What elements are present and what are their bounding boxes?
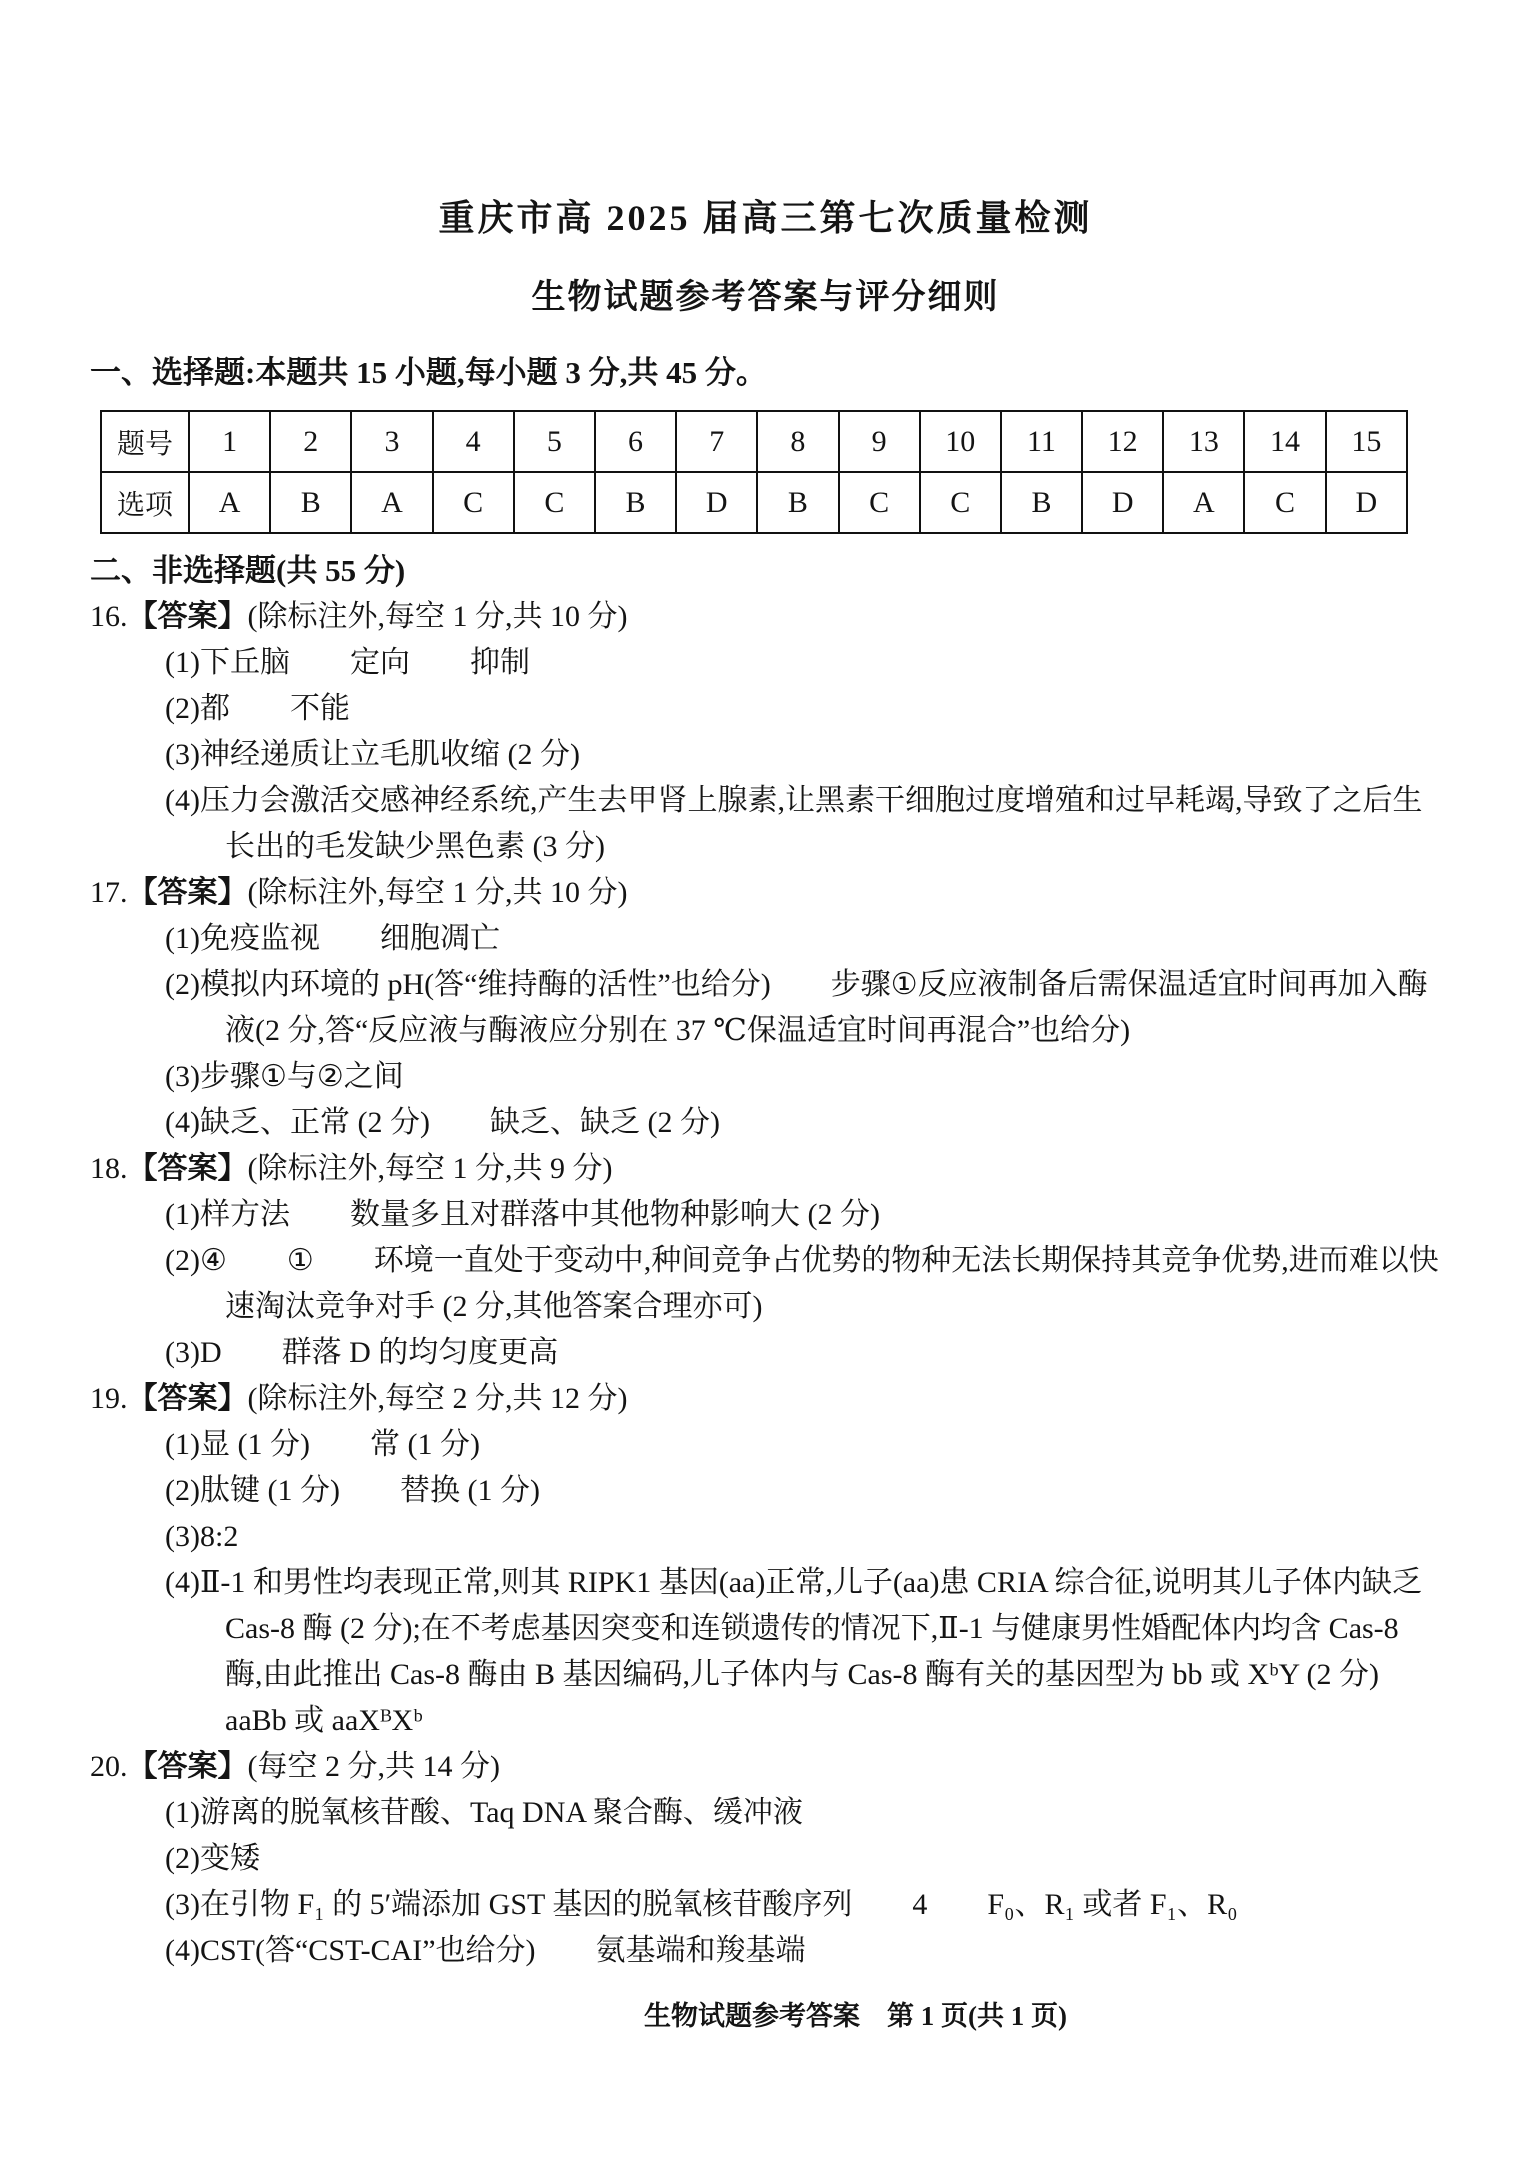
- answer-item-19-1: (1)显 (1 分) 常 (1 分): [165, 1428, 480, 1461]
- answer-item-17-1: (1)免疫监视 细胞凋亡: [165, 922, 500, 955]
- answer-item-17-3: (3)步骤①与②之间: [165, 1060, 404, 1093]
- answer-label: 【答案】: [127, 1382, 248, 1415]
- answer-option-cell: C: [1244, 472, 1325, 533]
- answer-item-20-4: (4)CST(答“CST-CAI”也给分) 氨基端和羧基端: [165, 1934, 806, 1967]
- question-17-number: 17.: [90, 876, 128, 909]
- answer-item-16-1: (1)下丘脑 定向 抑制: [165, 646, 530, 679]
- page-footer: 生物试题参考答案 第 1 页(共 1 页): [644, 2001, 1067, 2031]
- answer-option-cell: C: [839, 472, 920, 533]
- question-number-cell: 6: [595, 411, 676, 472]
- question-number-cell: 13: [1163, 411, 1244, 472]
- section-1-heading: 一、选择题:本题共 15 小题,每小题 3 分,共 45 分。: [90, 355, 767, 390]
- row-header-question-number: 题号: [101, 411, 189, 472]
- question-number-cell: 1: [189, 411, 270, 472]
- answer-item-18-1: (1)样方法 数量多且对群落中其他物种影响大 (2 分): [165, 1198, 880, 1231]
- answer-option-cell: B: [270, 472, 351, 533]
- question-19: [90, 1376, 1441, 1744]
- question-number-cell: 4: [433, 411, 514, 472]
- answer-option-cell: A: [1163, 472, 1244, 533]
- question-number-cell: 8: [757, 411, 838, 472]
- row-header-answer-option: 选项: [101, 472, 189, 533]
- question-number-cell: 12: [1082, 411, 1163, 472]
- answer-item-16-4: (4)压力会激活交感神经系统,产生去甲肾上腺素,让黑素干细胞过度增殖和过早耗竭,导致了之后生长出的毛发缺少黑色素 (3 分): [165, 784, 1423, 863]
- answer-item-16-3: (3)神经递质让立毛肌收缩 (2 分): [165, 738, 580, 771]
- answer-label: 【答案】: [127, 876, 248, 909]
- answer-item-19-2: (2)肽键 (1 分) 替换 (1 分): [165, 1474, 540, 1507]
- question-number-cell: 2: [270, 411, 351, 472]
- question-number-cell: 9: [839, 411, 920, 472]
- question-17: [90, 870, 1441, 1146]
- answer-option-cell: B: [595, 472, 676, 533]
- answer-item-19-4: (4)Ⅱ-1 和男性均表现正常,则其 RIPK1 基因(aa)正常,儿子(aa)患 CRIA 综合征,说明其儿子体内缺乏 Cas-8 酶 (2 分);在不考虑基因突变和连锁遗传的情况下,Ⅱ-1 与健康男性婚配体内均含 Cas-8 酶,由此推出 Cas-8 酶由 B 基因编码,儿子体内与 Cas-8 酶有关的基因型为 bb 或 XᵇY (2 分) aaBb 或 aaXᴮXᵇ: [165, 1566, 1439, 1737]
- question-18: [90, 1146, 1441, 1376]
- question-16-number: 16.: [90, 600, 128, 633]
- question-16-header: [90, 594, 1441, 640]
- answer-option-cell: C: [920, 472, 1001, 533]
- question-18-header: [90, 1146, 1441, 1192]
- answer-option-cell: D: [676, 472, 757, 533]
- answer-item-20-2: (2)变矮: [165, 1842, 260, 1875]
- answer-label: 【答案】: [127, 1750, 248, 1783]
- answer-label: 【答案】: [127, 1152, 248, 1185]
- choice-answer-table: [100, 410, 1408, 534]
- question-17-header: [90, 870, 1441, 916]
- question-number-cell: 10: [920, 411, 1001, 472]
- question-16: [90, 594, 1441, 870]
- answer-item-20-1: (1)游离的脱氧核苷酸、Taq DNA 聚合酶、缓冲液: [165, 1796, 803, 1829]
- scoring-note: (除标注外,每空 1 分,共 10 分): [247, 876, 628, 909]
- scoring-note: (除标注外,每空 1 分,共 9 分): [247, 1152, 613, 1185]
- question-number-cell: 7: [676, 411, 757, 472]
- answer-option-cell: B: [757, 472, 838, 533]
- question-20: [90, 1744, 1441, 1974]
- answer-option-cell: D: [1326, 472, 1407, 533]
- answer-item-16-2: (2)都 不能: [165, 692, 350, 725]
- answer-option-cell: C: [433, 472, 514, 533]
- scoring-note: (除标注外,每空 1 分,共 10 分): [247, 600, 628, 633]
- scoring-note: (除标注外,每空 2 分,共 12 分): [247, 1382, 628, 1415]
- answer-item-19-3: (3)8:2: [165, 1520, 239, 1553]
- answer-item-18-3: (3)D 群落 D 的均匀度更高: [165, 1336, 559, 1369]
- section-2-heading: 二、非选择题(共 55 分): [90, 553, 406, 588]
- question-20-header: [90, 1744, 1441, 1790]
- question-19-header: [90, 1376, 1441, 1422]
- question-number-cell: 5: [514, 411, 595, 472]
- answer-option-cell: B: [1001, 472, 1082, 533]
- table-row-question-numbers: [101, 411, 1407, 472]
- answer-option-cell: D: [1082, 472, 1163, 533]
- question-number-cell: 3: [351, 411, 432, 472]
- answer-item-17-4: (4)缺乏、正常 (2 分) 缺乏、缺乏 (2 分): [165, 1106, 720, 1139]
- answer-item-18-2: (2)④ ① 环境一直处于变动中,种间竞争占优势的物种无法长期保持其竞争优势,进而难以快速淘汰竞争对手 (2 分,其他答案合理亦可): [165, 1244, 1439, 1323]
- scoring-note: (每空 2 分,共 14 分): [247, 1750, 500, 1783]
- answer-item-17-2: (2)模拟内环境的 pH(答“维持酶的活性”也给分) 步骤①反应液制备后需保温适宜时间再加入酶液(2 分,答“反应液与酶液应分别在 37 ℃保温适宜时间再混合”也给分): [165, 968, 1428, 1047]
- answer-option-cell: C: [514, 472, 595, 533]
- answer-label: 【答案】: [127, 600, 248, 633]
- question-19-number: 19.: [90, 1382, 128, 1415]
- question-18-number: 18.: [90, 1152, 128, 1185]
- answer-option-cell: A: [351, 472, 432, 533]
- question-20-number: 20.: [90, 1750, 128, 1783]
- question-number-cell: 11: [1001, 411, 1082, 472]
- question-number-cell: 15: [1326, 411, 1407, 472]
- table-row-answer-options: [101, 472, 1407, 533]
- answer-option-cell: A: [189, 472, 270, 533]
- answer-item-20-3: (3)在引物 F₁ 的 5′端添加 GST 基因的脱氧核苷酸序列 4 F₀、R₁ 或者 F₁、R₀: [165, 1888, 1238, 1921]
- question-number-cell: 14: [1244, 411, 1325, 472]
- page-title: 重庆市高 2025 届高三第七次质量检测: [438, 198, 1093, 238]
- page-subtitle: 生物试题参考答案与评分细则: [531, 279, 1000, 316]
